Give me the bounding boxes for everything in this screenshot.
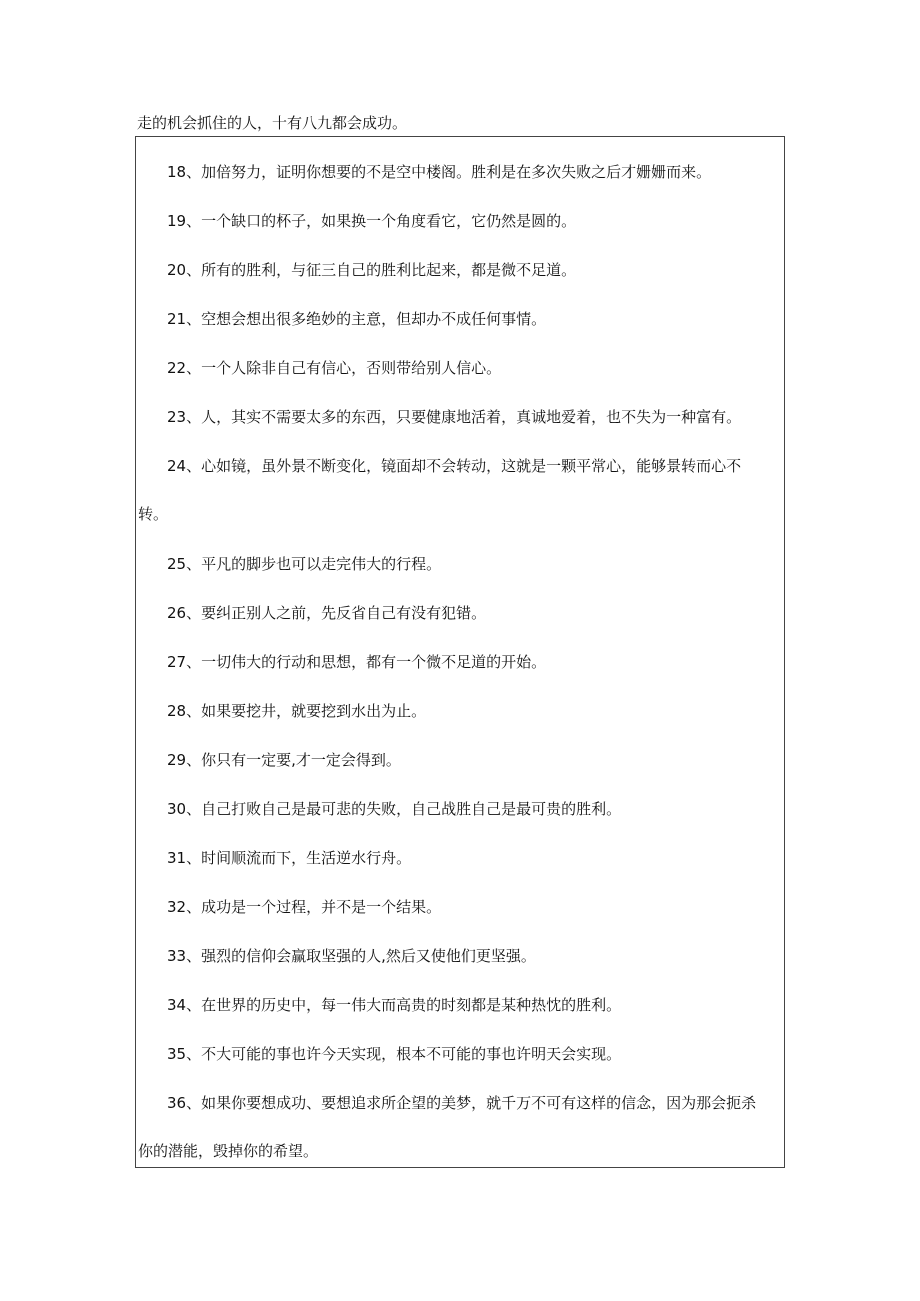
item-number: 23 bbox=[167, 408, 187, 426]
list-item bbox=[136, 651, 784, 673]
item-number: 35 bbox=[167, 1045, 187, 1063]
list-item bbox=[136, 553, 784, 575]
item-number: 25 bbox=[167, 555, 187, 573]
item-text: 、平凡的脚步也可以走完伟大的行程。 bbox=[186, 555, 442, 573]
quote-list-box bbox=[135, 136, 785, 1168]
item-text: 、人，其实不需要太多的东西，只要健康地活着，真诚地爱着，也不失为一种富有。 bbox=[186, 408, 742, 426]
list-item bbox=[136, 945, 784, 967]
item-number: 21 bbox=[167, 310, 187, 328]
list-item bbox=[136, 700, 784, 722]
item-number: 34 bbox=[167, 996, 187, 1014]
item-number: 27 bbox=[167, 653, 187, 671]
item-text: 、如果要挖井，就要挖到水出为止。 bbox=[186, 702, 427, 720]
list-item bbox=[136, 847, 784, 869]
item-number: 26 bbox=[167, 604, 187, 622]
item-text: 、成功是一个过程，并不是一个结果。 bbox=[186, 898, 442, 916]
list-item bbox=[136, 1092, 784, 1162]
item-text: 、在世界的历史中，每一伟大而高贵的时刻都是某种热忱的胜利。 bbox=[186, 996, 622, 1014]
item-text: 、加倍努力，证明你想要的不是空中楼阁。胜利是在多次失败之后才姗姗而来。 bbox=[186, 163, 712, 181]
item-number: 20 bbox=[167, 261, 187, 279]
item-number: 22 bbox=[167, 359, 187, 377]
list-item bbox=[136, 994, 784, 1016]
list-item bbox=[136, 602, 784, 624]
item-text: 、一切伟大的行动和思想，都有一个微不足道的开始。 bbox=[186, 653, 547, 671]
list-item bbox=[136, 1043, 784, 1065]
item-number: 18 bbox=[167, 163, 187, 181]
item-text: 、你只有一定要,才一定会得到。 bbox=[186, 751, 401, 769]
list-item bbox=[136, 259, 784, 281]
item-number: 33 bbox=[167, 947, 187, 965]
item-text: 、心如镜，虽外景不断变化，镜面却不会转动，这就是一颗平常心，能够景转而心不 bbox=[186, 457, 742, 475]
item-number: 30 bbox=[167, 800, 187, 818]
list-item bbox=[136, 455, 784, 525]
item-text: 、所有的胜利，与征三自己的胜利比起来，都是微不足道。 bbox=[186, 261, 577, 279]
list-item bbox=[136, 798, 784, 820]
list-item bbox=[136, 308, 784, 330]
list-item bbox=[136, 406, 784, 428]
item-number: 32 bbox=[167, 898, 187, 916]
item-text: 、时间顺流而下，生活逆水行舟。 bbox=[186, 849, 412, 867]
list-item bbox=[136, 896, 784, 918]
list-item bbox=[136, 357, 784, 379]
lead-line: 走的机会抓住的人，十有八九都会成功。 bbox=[137, 114, 408, 132]
item-text-continuation: 你的潜能，毁掉你的希望。 bbox=[138, 1142, 319, 1160]
item-text: 、空想会想出很多绝妙的主意，但却办不成任何事情。 bbox=[186, 310, 547, 328]
item-number: 28 bbox=[167, 702, 187, 720]
item-text: 、不大可能的事也许今天实现，根本不可能的事也许明天会实现。 bbox=[186, 1045, 622, 1063]
item-number: 31 bbox=[167, 849, 187, 867]
item-text: 、一个缺口的杯子，如果换一个角度看它，它仍然是圆的。 bbox=[186, 212, 577, 230]
item-text: 、自己打败自己是最可悲的失败，自己战胜自己是最可贵的胜利。 bbox=[186, 800, 622, 818]
item-text: 、要纠正别人之前，先反省自己有没有犯错。 bbox=[186, 604, 487, 622]
item-number: 19 bbox=[167, 212, 187, 230]
list-item bbox=[136, 749, 784, 771]
item-text: 、一个人除非自己有信心，否则带给别人信心。 bbox=[186, 359, 502, 377]
list-item bbox=[136, 210, 784, 232]
item-text: 、如果你要想成功、要想追求所企望的美梦，就千万不可有这样的信念，因为那会扼杀 bbox=[186, 1094, 757, 1112]
item-text-continuation: 转。 bbox=[138, 505, 169, 523]
item-number: 24 bbox=[167, 457, 187, 475]
item-number: 29 bbox=[167, 751, 187, 769]
item-number: 36 bbox=[167, 1094, 187, 1112]
item-text: 、强烈的信仰会赢取坚强的人,然后又使他们更坚强。 bbox=[186, 947, 536, 965]
list-item bbox=[136, 161, 784, 183]
